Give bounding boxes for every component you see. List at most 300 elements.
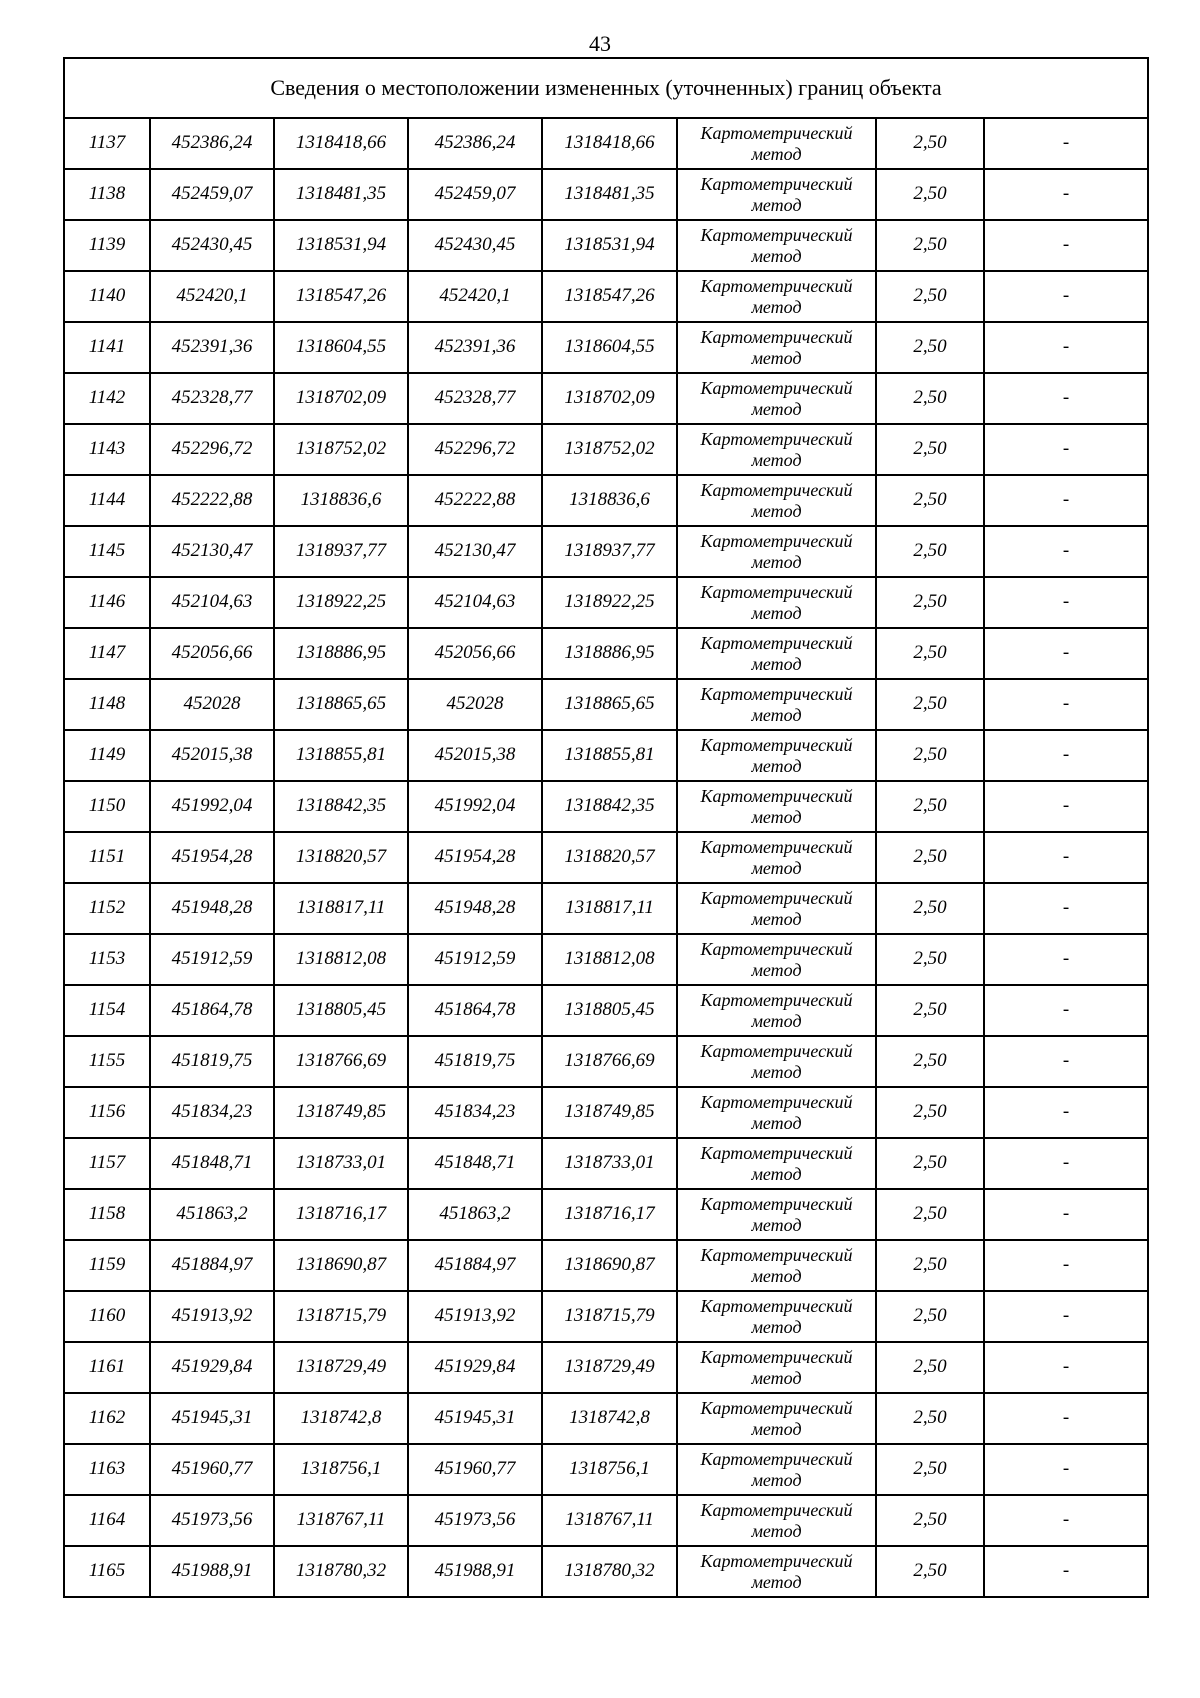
method-cell — [677, 169, 876, 220]
existing-x-cell: 451973,56 — [150, 1495, 274, 1546]
method-line2: метод — [751, 398, 802, 419]
point-number-cell: 1146 — [64, 577, 150, 628]
table-row — [64, 1342, 1148, 1393]
method-cell — [677, 271, 876, 322]
new-y-cell: 1318715,79 — [542, 1291, 677, 1342]
existing-y-cell: 1318481,35 — [274, 169, 408, 220]
new-x-cell: 451819,75 — [408, 1036, 542, 1087]
accuracy-cell: 2,50 — [876, 1495, 984, 1546]
point-number-cell: 1139 — [64, 220, 150, 271]
existing-y-cell: 1318716,17 — [274, 1189, 408, 1240]
new-y-cell: 1318836,6 — [542, 475, 677, 526]
method-line1: Картометрический — [700, 326, 853, 347]
method-cell — [677, 118, 876, 169]
note-cell: - — [984, 220, 1148, 271]
existing-x-cell: 452328,77 — [150, 373, 274, 424]
new-y-cell: 1318604,55 — [542, 322, 677, 373]
new-y-cell: 1318690,87 — [542, 1240, 677, 1291]
table-row — [64, 526, 1148, 577]
method-cell — [677, 679, 876, 730]
method-cell — [677, 1342, 876, 1393]
existing-x-cell: 452028 — [150, 679, 274, 730]
note-cell: - — [984, 1240, 1148, 1291]
method-cell — [677, 1138, 876, 1189]
method-line1: Картометрический — [700, 1346, 853, 1367]
note-cell: - — [984, 322, 1148, 373]
accuracy-cell: 2,50 — [876, 271, 984, 322]
note-cell: - — [984, 883, 1148, 934]
new-x-cell: 452296,72 — [408, 424, 542, 475]
accuracy-cell: 2,50 — [876, 322, 984, 373]
new-x-cell: 452328,77 — [408, 373, 542, 424]
existing-x-cell: 452130,47 — [150, 526, 274, 577]
new-x-cell: 452130,47 — [408, 526, 542, 577]
note-cell: - — [984, 730, 1148, 781]
point-number-cell: 1145 — [64, 526, 150, 577]
note-cell: - — [984, 781, 1148, 832]
method-line1: Картометрический — [700, 1193, 853, 1214]
existing-x-cell: 452296,72 — [150, 424, 274, 475]
table-row — [64, 118, 1148, 169]
existing-x-cell: 451834,23 — [150, 1087, 274, 1138]
new-x-cell: 451884,97 — [408, 1240, 542, 1291]
existing-x-cell: 451912,59 — [150, 934, 274, 985]
existing-y-cell: 1318817,11 — [274, 883, 408, 934]
method-line2: метод — [751, 449, 802, 470]
point-number-cell: 1148 — [64, 679, 150, 730]
table-body — [64, 58, 1148, 1597]
new-x-cell: 451973,56 — [408, 1495, 542, 1546]
accuracy-cell: 2,50 — [876, 730, 984, 781]
new-x-cell: 451929,84 — [408, 1342, 542, 1393]
existing-x-cell: 451913,92 — [150, 1291, 274, 1342]
existing-x-cell: 451954,28 — [150, 832, 274, 883]
method-line2: метод — [751, 347, 802, 368]
existing-x-cell: 451819,75 — [150, 1036, 274, 1087]
note-cell: - — [984, 1036, 1148, 1087]
method-cell — [677, 475, 876, 526]
method-line1: Картометрический — [700, 173, 853, 194]
method-line1: Картометрический — [700, 275, 853, 296]
method-line1: Картометрический — [700, 1244, 853, 1265]
note-cell: - — [984, 475, 1148, 526]
accuracy-cell: 2,50 — [876, 526, 984, 577]
new-x-cell: 451988,91 — [408, 1546, 542, 1597]
table-row — [64, 1036, 1148, 1087]
method-line1: Картометрический — [700, 683, 853, 704]
method-cell — [677, 577, 876, 628]
point-number-cell: 1137 — [64, 118, 150, 169]
point-number-cell: 1150 — [64, 781, 150, 832]
accuracy-cell: 2,50 — [876, 1036, 984, 1087]
method-cell — [677, 934, 876, 985]
table-title-row — [64, 58, 1148, 118]
existing-x-cell: 452104,63 — [150, 577, 274, 628]
existing-y-cell: 1318805,45 — [274, 985, 408, 1036]
new-y-cell: 1318742,8 — [542, 1393, 677, 1444]
method-line2: метод — [751, 194, 802, 215]
note-cell: - — [984, 628, 1148, 679]
accuracy-cell: 2,50 — [876, 118, 984, 169]
method-line1: Картометрический — [700, 224, 853, 245]
new-y-cell: 1318865,65 — [542, 679, 677, 730]
method-cell — [677, 424, 876, 475]
existing-x-cell: 451988,91 — [150, 1546, 274, 1597]
existing-x-cell: 452391,36 — [150, 322, 274, 373]
note-cell: - — [984, 1495, 1148, 1546]
new-x-cell: 452391,36 — [408, 322, 542, 373]
point-number-cell: 1154 — [64, 985, 150, 1036]
existing-y-cell: 1318767,11 — [274, 1495, 408, 1546]
table-row — [64, 628, 1148, 679]
note-cell: - — [984, 169, 1148, 220]
method-cell — [677, 730, 876, 781]
method-line2: метод — [751, 296, 802, 317]
method-line1: Картометрический — [700, 1397, 853, 1418]
point-number-cell: 1158 — [64, 1189, 150, 1240]
existing-y-cell: 1318922,25 — [274, 577, 408, 628]
point-number-cell: 1162 — [64, 1393, 150, 1444]
existing-y-cell: 1318812,08 — [274, 934, 408, 985]
existing-y-cell: 1318886,95 — [274, 628, 408, 679]
method-line2: метод — [751, 806, 802, 827]
note-cell: - — [984, 1087, 1148, 1138]
new-x-cell: 451863,2 — [408, 1189, 542, 1240]
method-line2: метод — [751, 1418, 802, 1439]
method-line2: метод — [751, 1367, 802, 1388]
accuracy-cell: 2,50 — [876, 1393, 984, 1444]
note-cell: - — [984, 577, 1148, 628]
existing-y-cell: 1318733,01 — [274, 1138, 408, 1189]
existing-y-cell: 1318715,79 — [274, 1291, 408, 1342]
point-number-cell: 1144 — [64, 475, 150, 526]
method-cell — [677, 526, 876, 577]
method-line2: метод — [751, 755, 802, 776]
method-cell — [677, 1495, 876, 1546]
method-cell — [677, 628, 876, 679]
new-x-cell: 451992,04 — [408, 781, 542, 832]
table-row — [64, 1546, 1148, 1597]
existing-y-cell: 1318749,85 — [274, 1087, 408, 1138]
table-row — [64, 322, 1148, 373]
new-y-cell: 1318547,26 — [542, 271, 677, 322]
point-number-cell: 1156 — [64, 1087, 150, 1138]
method-line2: метод — [751, 602, 802, 623]
method-line1: Картометрический — [700, 428, 853, 449]
existing-x-cell: 451863,2 — [150, 1189, 274, 1240]
existing-y-cell: 1318937,77 — [274, 526, 408, 577]
accuracy-cell: 2,50 — [876, 169, 984, 220]
existing-y-cell: 1318702,09 — [274, 373, 408, 424]
existing-y-cell: 1318729,49 — [274, 1342, 408, 1393]
accuracy-cell: 2,50 — [876, 1444, 984, 1495]
method-line2: метод — [751, 143, 802, 164]
note-cell: - — [984, 1393, 1148, 1444]
note-cell: - — [984, 679, 1148, 730]
method-cell — [677, 832, 876, 883]
method-line1: Картометрический — [700, 479, 853, 500]
note-cell: - — [984, 526, 1148, 577]
new-y-cell: 1318937,77 — [542, 526, 677, 577]
method-line1: Картометрический — [700, 887, 853, 908]
table-row — [64, 169, 1148, 220]
point-number-cell: 1151 — [64, 832, 150, 883]
new-x-cell: 451848,71 — [408, 1138, 542, 1189]
existing-x-cell: 452386,24 — [150, 118, 274, 169]
new-x-cell: 451948,28 — [408, 883, 542, 934]
method-line1: Картометрический — [700, 581, 853, 602]
note-cell: - — [984, 424, 1148, 475]
existing-x-cell: 451864,78 — [150, 985, 274, 1036]
method-cell — [677, 373, 876, 424]
method-line1: Картометрический — [700, 377, 853, 398]
existing-y-cell: 1318604,55 — [274, 322, 408, 373]
note-cell: - — [984, 832, 1148, 883]
table-row — [64, 679, 1148, 730]
note-cell: - — [984, 1138, 1148, 1189]
point-number-cell: 1147 — [64, 628, 150, 679]
new-x-cell: 452104,63 — [408, 577, 542, 628]
new-x-cell: 452420,1 — [408, 271, 542, 322]
new-x-cell: 452056,66 — [408, 628, 542, 679]
accuracy-cell: 2,50 — [876, 475, 984, 526]
table-row — [64, 1393, 1148, 1444]
point-number-cell: 1142 — [64, 373, 150, 424]
method-line1: Картометрический — [700, 122, 853, 143]
note-cell: - — [984, 1444, 1148, 1495]
table-row — [64, 985, 1148, 1036]
method-line2: метод — [751, 1061, 802, 1082]
accuracy-cell: 2,50 — [876, 1342, 984, 1393]
existing-x-cell: 452056,66 — [150, 628, 274, 679]
new-x-cell: 451912,59 — [408, 934, 542, 985]
method-line2: метод — [751, 1163, 802, 1184]
method-cell — [677, 1546, 876, 1597]
method-line2: метод — [751, 908, 802, 929]
point-number-cell: 1163 — [64, 1444, 150, 1495]
new-x-cell: 452430,45 — [408, 220, 542, 271]
note-cell: - — [984, 373, 1148, 424]
existing-x-cell: 452015,38 — [150, 730, 274, 781]
existing-y-cell: 1318766,69 — [274, 1036, 408, 1087]
new-x-cell: 451913,92 — [408, 1291, 542, 1342]
table-row — [64, 781, 1148, 832]
existing-y-cell: 1318752,02 — [274, 424, 408, 475]
accuracy-cell: 2,50 — [876, 577, 984, 628]
method-line2: метод — [751, 1316, 802, 1337]
method-line2: метод — [751, 1469, 802, 1490]
table-row — [64, 883, 1148, 934]
new-y-cell: 1318780,32 — [542, 1546, 677, 1597]
new-y-cell: 1318481,35 — [542, 169, 677, 220]
table-row — [64, 1444, 1148, 1495]
new-y-cell: 1318729,49 — [542, 1342, 677, 1393]
new-y-cell: 1318855,81 — [542, 730, 677, 781]
existing-x-cell: 451945,31 — [150, 1393, 274, 1444]
point-number-cell: 1153 — [64, 934, 150, 985]
method-cell — [677, 1189, 876, 1240]
new-y-cell: 1318702,09 — [542, 373, 677, 424]
accuracy-cell: 2,50 — [876, 1291, 984, 1342]
accuracy-cell: 2,50 — [876, 1189, 984, 1240]
method-line1: Картометрический — [700, 1550, 853, 1571]
point-number-cell: 1140 — [64, 271, 150, 322]
method-line2: метод — [751, 1571, 802, 1592]
new-y-cell: 1318766,69 — [542, 1036, 677, 1087]
note-cell: - — [984, 1291, 1148, 1342]
existing-y-cell: 1318842,35 — [274, 781, 408, 832]
existing-x-cell: 451948,28 — [150, 883, 274, 934]
method-line2: метод — [751, 959, 802, 980]
method-line2: метод — [751, 551, 802, 572]
table-title: Сведения о местоположении измененных (уточненных) границ объекта — [64, 58, 1148, 118]
method-cell — [677, 1087, 876, 1138]
existing-x-cell: 451929,84 — [150, 1342, 274, 1393]
new-y-cell: 1318733,01 — [542, 1138, 677, 1189]
accuracy-cell: 2,50 — [876, 1087, 984, 1138]
point-number-cell: 1164 — [64, 1495, 150, 1546]
method-cell — [677, 985, 876, 1036]
table-row — [64, 373, 1148, 424]
method-line1: Картометрический — [700, 1295, 853, 1316]
existing-x-cell: 451992,04 — [150, 781, 274, 832]
table-row — [64, 271, 1148, 322]
new-x-cell: 452015,38 — [408, 730, 542, 781]
accuracy-cell: 2,50 — [876, 985, 984, 1036]
new-y-cell: 1318767,11 — [542, 1495, 677, 1546]
new-x-cell: 452222,88 — [408, 475, 542, 526]
table-row — [64, 577, 1148, 628]
method-line1: Картометрический — [700, 785, 853, 806]
method-line1: Картометрический — [700, 1448, 853, 1469]
accuracy-cell: 2,50 — [876, 679, 984, 730]
method-line1: Картометрический — [700, 1040, 853, 1061]
method-cell — [677, 883, 876, 934]
point-number-cell: 1159 — [64, 1240, 150, 1291]
note-cell: - — [984, 1546, 1148, 1597]
new-y-cell: 1318842,35 — [542, 781, 677, 832]
point-number-cell: 1149 — [64, 730, 150, 781]
method-line2: метод — [751, 704, 802, 725]
new-x-cell: 451864,78 — [408, 985, 542, 1036]
existing-y-cell: 1318865,65 — [274, 679, 408, 730]
accuracy-cell: 2,50 — [876, 781, 984, 832]
accuracy-cell: 2,50 — [876, 628, 984, 679]
table-row — [64, 424, 1148, 475]
existing-y-cell: 1318855,81 — [274, 730, 408, 781]
existing-x-cell: 451848,71 — [150, 1138, 274, 1189]
method-line2: метод — [751, 1010, 802, 1031]
new-y-cell: 1318418,66 — [542, 118, 677, 169]
new-y-cell: 1318756,1 — [542, 1444, 677, 1495]
point-number-cell: 1157 — [64, 1138, 150, 1189]
method-line2: метод — [751, 857, 802, 878]
existing-x-cell: 452459,07 — [150, 169, 274, 220]
table-row — [64, 730, 1148, 781]
point-number-cell: 1141 — [64, 322, 150, 373]
point-number-cell: 1152 — [64, 883, 150, 934]
new-y-cell: 1318812,08 — [542, 934, 677, 985]
accuracy-cell: 2,50 — [876, 883, 984, 934]
method-line1: Картометрический — [700, 989, 853, 1010]
method-line1: Картометрический — [700, 632, 853, 653]
method-cell — [677, 1393, 876, 1444]
method-cell — [677, 1291, 876, 1342]
new-x-cell: 452386,24 — [408, 118, 542, 169]
table-row — [64, 1138, 1148, 1189]
note-cell: - — [984, 1342, 1148, 1393]
accuracy-cell: 2,50 — [876, 1240, 984, 1291]
method-cell — [677, 1240, 876, 1291]
table-row — [64, 220, 1148, 271]
method-line1: Картометрический — [700, 836, 853, 857]
method-line1: Картометрический — [700, 1142, 853, 1163]
accuracy-cell: 2,50 — [876, 934, 984, 985]
new-x-cell: 451954,28 — [408, 832, 542, 883]
existing-y-cell: 1318742,8 — [274, 1393, 408, 1444]
method-line2: метод — [751, 500, 802, 521]
new-y-cell: 1318752,02 — [542, 424, 677, 475]
note-cell: - — [984, 934, 1148, 985]
table-row — [64, 832, 1148, 883]
method-line2: метод — [751, 1112, 802, 1133]
method-cell — [677, 1444, 876, 1495]
existing-x-cell: 451960,77 — [150, 1444, 274, 1495]
method-line1: Картометрический — [700, 734, 853, 755]
new-y-cell: 1318886,95 — [542, 628, 677, 679]
existing-y-cell: 1318756,1 — [274, 1444, 408, 1495]
method-line1: Картометрический — [700, 1499, 853, 1520]
existing-x-cell: 452420,1 — [150, 271, 274, 322]
new-x-cell: 451960,77 — [408, 1444, 542, 1495]
new-y-cell: 1318820,57 — [542, 832, 677, 883]
page-number: 43 — [589, 31, 611, 56]
method-line2: метод — [751, 1265, 802, 1286]
new-x-cell: 451945,31 — [408, 1393, 542, 1444]
new-x-cell: 451834,23 — [408, 1087, 542, 1138]
existing-y-cell: 1318780,32 — [274, 1546, 408, 1597]
method-line1: Картометрический — [700, 530, 853, 551]
accuracy-cell: 2,50 — [876, 373, 984, 424]
new-x-cell: 452028 — [408, 679, 542, 730]
accuracy-cell: 2,50 — [876, 1546, 984, 1597]
accuracy-cell: 2,50 — [876, 220, 984, 271]
note-cell: - — [984, 118, 1148, 169]
table-row — [64, 1495, 1148, 1546]
coordinates-table — [63, 57, 1149, 1598]
existing-y-cell: 1318836,6 — [274, 475, 408, 526]
table-row — [64, 1291, 1148, 1342]
new-y-cell: 1318749,85 — [542, 1087, 677, 1138]
existing-y-cell: 1318418,66 — [274, 118, 408, 169]
method-cell — [677, 220, 876, 271]
accuracy-cell: 2,50 — [876, 424, 984, 475]
method-cell — [677, 1036, 876, 1087]
new-y-cell: 1318817,11 — [542, 883, 677, 934]
existing-y-cell: 1318531,94 — [274, 220, 408, 271]
table-row — [64, 1189, 1148, 1240]
existing-y-cell: 1318547,26 — [274, 271, 408, 322]
table-row — [64, 934, 1148, 985]
existing-x-cell: 451884,97 — [150, 1240, 274, 1291]
method-line2: метод — [751, 1520, 802, 1541]
new-y-cell: 1318716,17 — [542, 1189, 677, 1240]
point-number-cell: 1165 — [64, 1546, 150, 1597]
method-cell — [677, 781, 876, 832]
method-line2: метод — [751, 1214, 802, 1235]
existing-y-cell: 1318820,57 — [274, 832, 408, 883]
point-number-cell: 1161 — [64, 1342, 150, 1393]
